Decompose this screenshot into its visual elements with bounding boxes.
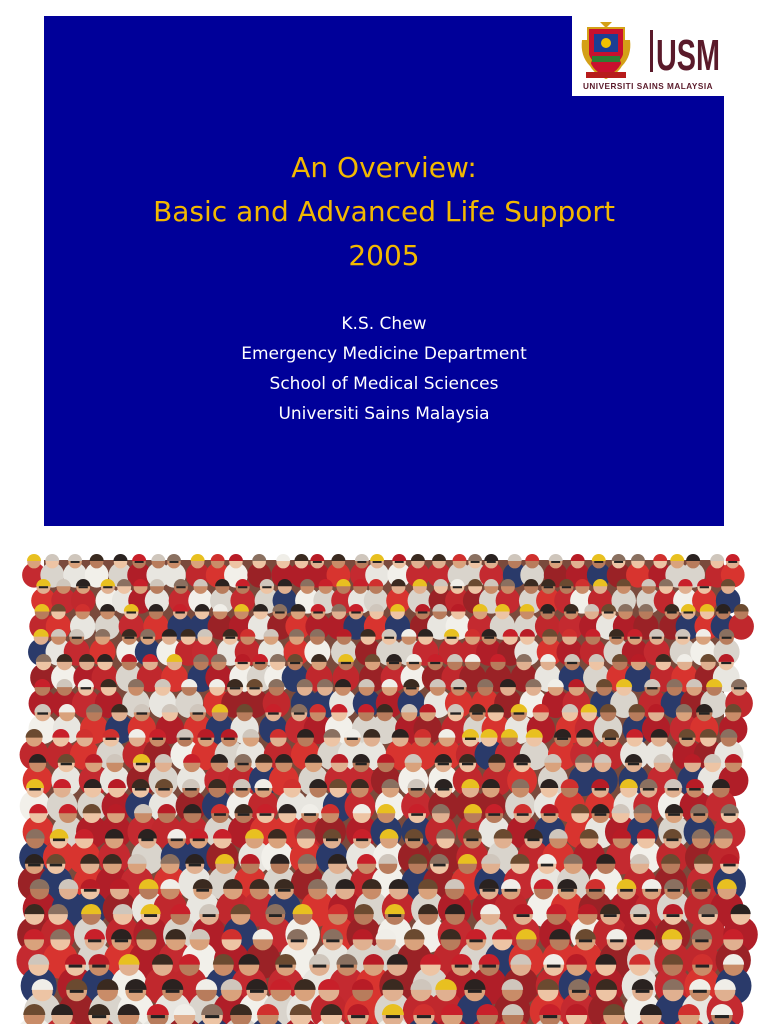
svg-text:USM: USM xyxy=(656,31,720,80)
crowd-image xyxy=(44,560,724,1024)
slide-title xyxy=(44,146,724,278)
author-name: K.S. Chew xyxy=(341,314,427,334)
crowd-photo xyxy=(44,560,724,1024)
title-line-1: An Overview: xyxy=(291,151,477,184)
title-slide xyxy=(44,16,724,526)
usm-logo xyxy=(572,16,724,96)
title-line-2: Basic and Advanced Life Support xyxy=(153,195,615,228)
university-name-label: UNIVERSITI SAINS MALAYSIA xyxy=(582,82,714,91)
university-name: Universiti Sains Malaysia xyxy=(278,404,490,424)
author-info xyxy=(44,309,724,429)
department-name: Emergency Medicine Department xyxy=(241,344,527,364)
usm-wordmark-icon xyxy=(650,26,722,80)
title-line-3: 2005 xyxy=(348,239,420,272)
school-name: School of Medical Sciences xyxy=(269,374,499,394)
university-crest-icon xyxy=(578,20,634,80)
